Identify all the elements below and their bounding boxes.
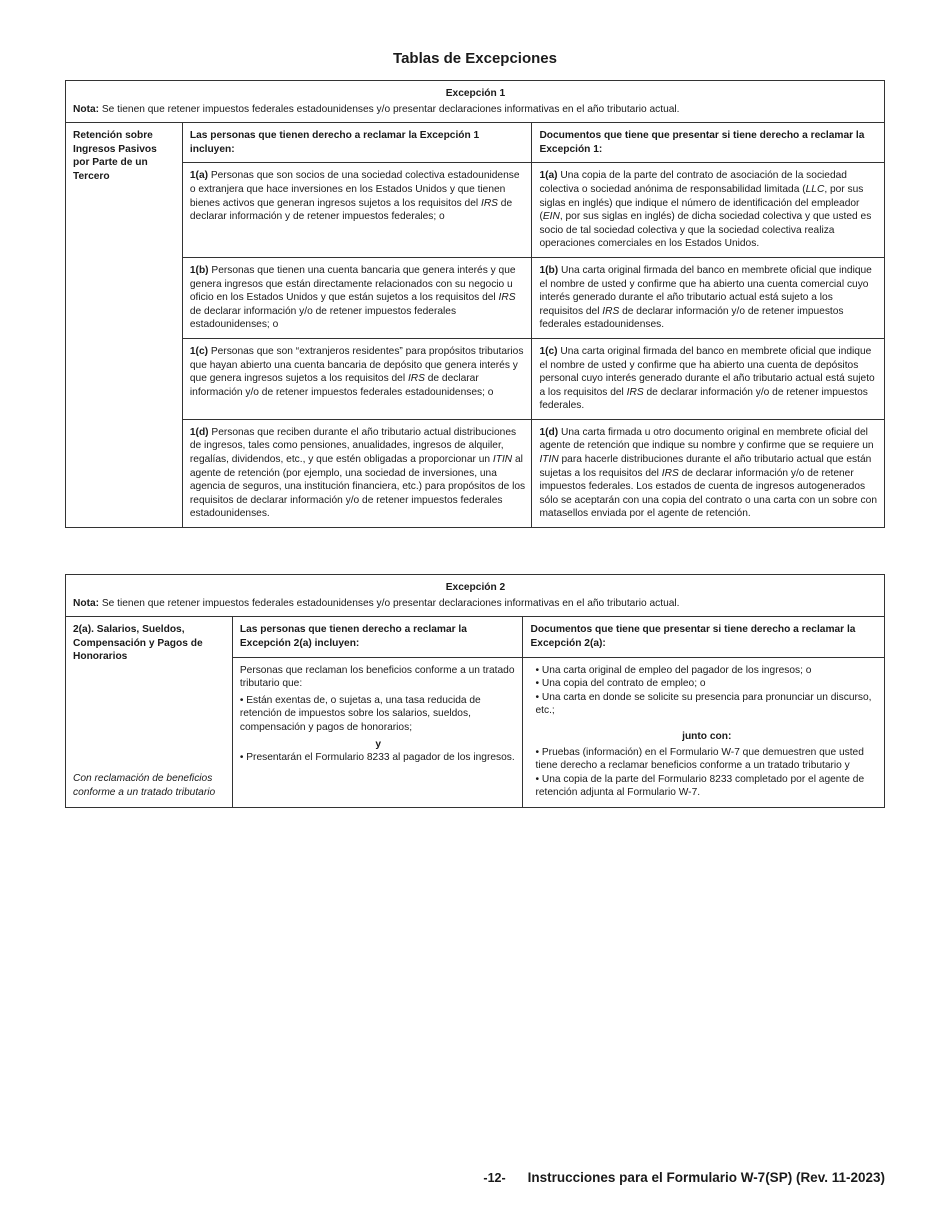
row-term: IRS [480, 197, 498, 209]
documents-bullet: • Una carta original de empleo del pagador de los ingresos; o [535, 664, 812, 676]
row-1b-eligible [182, 257, 532, 338]
row-text: de declarar información y/o de retener impuestos federales. Los estados de cuenta de ingresos autogenerados sólo se aceptarán con una copia del contrato o una carta con un sobre con matasellos enviada por el agente de retención. [539, 467, 877, 520]
eligible-bullet: • Presentarán el Formulario 8233 al pagador de los ingresos. [239, 752, 515, 764]
row-code: 1(a) [189, 170, 209, 182]
exception-2-title: Excepción 2 [445, 582, 506, 593]
row-text: Personas que son socios de una sociedad colectiva estadounidense o extranjera que hace inversiones en los Estados Unidos y que tienen bienes activos que generan ingresos sujetos a los requisitos del [189, 170, 520, 209]
exception-1-label: Retención sobre Ingresos Pasivos por Parte de un Tercero [66, 123, 183, 528]
row-term: IRS [407, 373, 425, 385]
row-code: 1(d) [539, 426, 559, 438]
row-term: IRS [498, 292, 516, 304]
row-code: 1(d) [189, 426, 209, 438]
row-text: Una carta firmada u otro documento original en membrete oficial del agente de retención que indique su nombre y confirme que se requiere un [539, 426, 874, 452]
document-title: Instrucciones para el Formulario W-7(SP) (Rev. 11-2023) [527, 1170, 885, 1185]
exception-1-note [73, 103, 878, 117]
note-text: Se tienen que retener impuestos federales estadounidenses y/o presentar declaraciones informativas en el año tributario actual. [99, 597, 680, 609]
row-term: IRS [602, 305, 620, 317]
row-text: Personas que reciben durante el año tributario actual distribuciones de ingresos, tales como pensiones, anualidades, ingresos de alquiler, regalías, dividendos, etc., y que estén obligadas a proporcionar un [189, 426, 517, 466]
exception-2-table [65, 574, 885, 808]
exception-1-column-header-row [66, 123, 885, 163]
table-row [66, 419, 885, 527]
row-text: de declarar información y/o de retener impuestos federales. [539, 386, 868, 412]
row-text: , por sus siglas en inglés) de dicha sociedad colectiva y que usted es socio de tal sociedad colectiva y que la sociedad colectiva realiza operaciones comerciales en los Estados Unidos. [539, 211, 872, 250]
row-1d-documents [532, 419, 885, 527]
row-text: de declarar información y de retener impuestos federales; o [189, 197, 513, 223]
row-1a-documents [532, 163, 885, 258]
exception-1-header [66, 81, 885, 123]
eligible-intro: Personas que reclaman los beneficios conforme a un tratado tributario que: [239, 664, 515, 690]
exception-2-header [66, 575, 885, 617]
documents-bullet: • Una copia de la parte del Formulario 8233 completado por el agente de retención adjunta al Formulario W-7. [535, 773, 865, 799]
page-footer [0, 1170, 885, 1185]
exception-2-label-wrap [73, 623, 226, 799]
row-1b-documents [532, 257, 885, 338]
note-text: Se tienen que retener impuestos federales estadounidenses y/o presentar declaraciones informativas en el año tributario actual. [99, 103, 680, 115]
eligible-bullet: • Están exentas de, o sujetas a, una tasa reducida de retención de impuestos sobre los salarios, sueldos, compensación y pagos de honorarios; [239, 694, 481, 734]
row-code: 1(b) [189, 264, 209, 276]
row-1c-eligible [182, 338, 532, 419]
eligible-and: y [375, 738, 381, 750]
exception-2-label-cell [66, 617, 233, 808]
exception-2-note [73, 597, 878, 611]
page-number: -12- [483, 1171, 506, 1185]
documents-bullet: • Una copia del contrato de empleo; o [535, 678, 706, 690]
row-text: Una carta original firmada del banco en membrete oficial que indique el nombre de usted y confirme que ha abierto una cuenta de depósitos personal cuyo interés generado durante el año tributario actual está sujeto a los requisitos del [539, 345, 875, 398]
table-row [66, 163, 885, 258]
note-label: Nota: [73, 103, 100, 115]
exception-2-label: 2(a). Salarios, Sueldos, Compensación y Pagos de Honorarios [73, 624, 203, 663]
row-text: Personas que son “extranjeros residentes” para propósitos tributarios que hayan abierto una cuenta bancaria de depósito que genera interés y que genera ingresos sujetos a los requisitos del [189, 345, 524, 385]
documents-and: junto con: [682, 731, 732, 743]
row-code: 1(a) [539, 170, 558, 182]
row-text: Personas que tienen una cuenta bancaria que genera interés y que genera ingresos que están directamente relacionados con su negocio u oficio en los Estados Unidos y que están sujetos a los requisitos del [189, 264, 516, 304]
row-code: 1(c) [189, 345, 209, 357]
row-text: , por sus siglas en inglés) que indique el número de identificación del empleador ( [539, 183, 864, 223]
exception-2-col1-header: Las personas que tienen derecho a reclamar la Excepción 2(a) incluyen: [232, 617, 523, 657]
row-text: de declarar información y/o de retener impuestos federales estadounidenses; o [189, 373, 494, 398]
row-1a-eligible [182, 163, 532, 258]
exception-2-label-note: Con reclamación de beneficios conforme a un tratado tributario [73, 773, 216, 798]
row-term: IRS [626, 386, 644, 398]
note-label: Nota: [73, 597, 100, 609]
row-1c-documents [532, 338, 885, 419]
row-term: LLC [805, 183, 825, 195]
exception-1-title: Excepción 1 [445, 88, 506, 99]
row-code: 1(c) [539, 345, 558, 357]
exception-1-col1-header: Las personas que tienen derecho a reclamar la Excepción 1 incluyen: [182, 123, 532, 163]
row-text: para hacerle distribuciones durante el año tributario actual que están sujetas a los requisitos del [539, 454, 872, 479]
row-term: EIN [542, 211, 560, 223]
exception-2-documents [523, 657, 885, 808]
exception-1-header-row [66, 81, 885, 123]
table-row [66, 338, 885, 419]
exception-1-col2-header: Documentos que tiene que presentar si tiene derecho a reclamar la Excepción 1: [532, 123, 885, 163]
exception-2-col2-header: Documentos que tiene que presentar si tiene derecho a reclamar la Excepción 2(a): [523, 617, 885, 657]
exception-1-table [65, 80, 885, 528]
row-text: de declarar información y/o de retener impuestos federales estadounidenses. [539, 305, 844, 331]
row-text: Una carta original firmada del banco en membrete oficial que indique el nombre de usted y confirme que ha abierto una cuenta comercial cuyo interés generado durante el año tributario actual está sujeto a los requisitos del [539, 264, 872, 317]
table-row [66, 257, 885, 338]
documents-bullet: • Pruebas (información) en el Formulario W-7 que demuestren que usted tiene derecho a reclamar beneficios conforme a un tratado tributario y [535, 746, 864, 772]
exception-2-eligible [232, 657, 523, 808]
exception-2-header-row [66, 575, 885, 617]
row-code: 1(b) [539, 264, 559, 276]
page-title: Tablas de Excepciones [393, 50, 557, 67]
row-text: de declarar información y/o de retener impuestos federales estadounidenses; o [189, 305, 457, 331]
row-text: Una copia de la parte del contrato de asociación de la sociedad colectiva o sociedad anónima de responsabilidad limitada ( [539, 170, 847, 195]
row-term: ITIN [539, 454, 559, 466]
row-term: ITIN [492, 454, 513, 466]
row-term: IRS [661, 467, 679, 479]
documents-bullet: • Una carta en donde se solicite su presencia para pronunciar un discurso, etc.; [535, 691, 872, 717]
row-1d-eligible [182, 419, 532, 527]
row-text: al agente de retención (por ejemplo, una sociedad de inversiones, una agencia de seguros, una institución financiera, etc.) para propósitos de los requisitos de declarar información y/o de retener impuestos federales estadounidenses. [189, 454, 526, 520]
exception-2-column-header-row [66, 617, 885, 657]
